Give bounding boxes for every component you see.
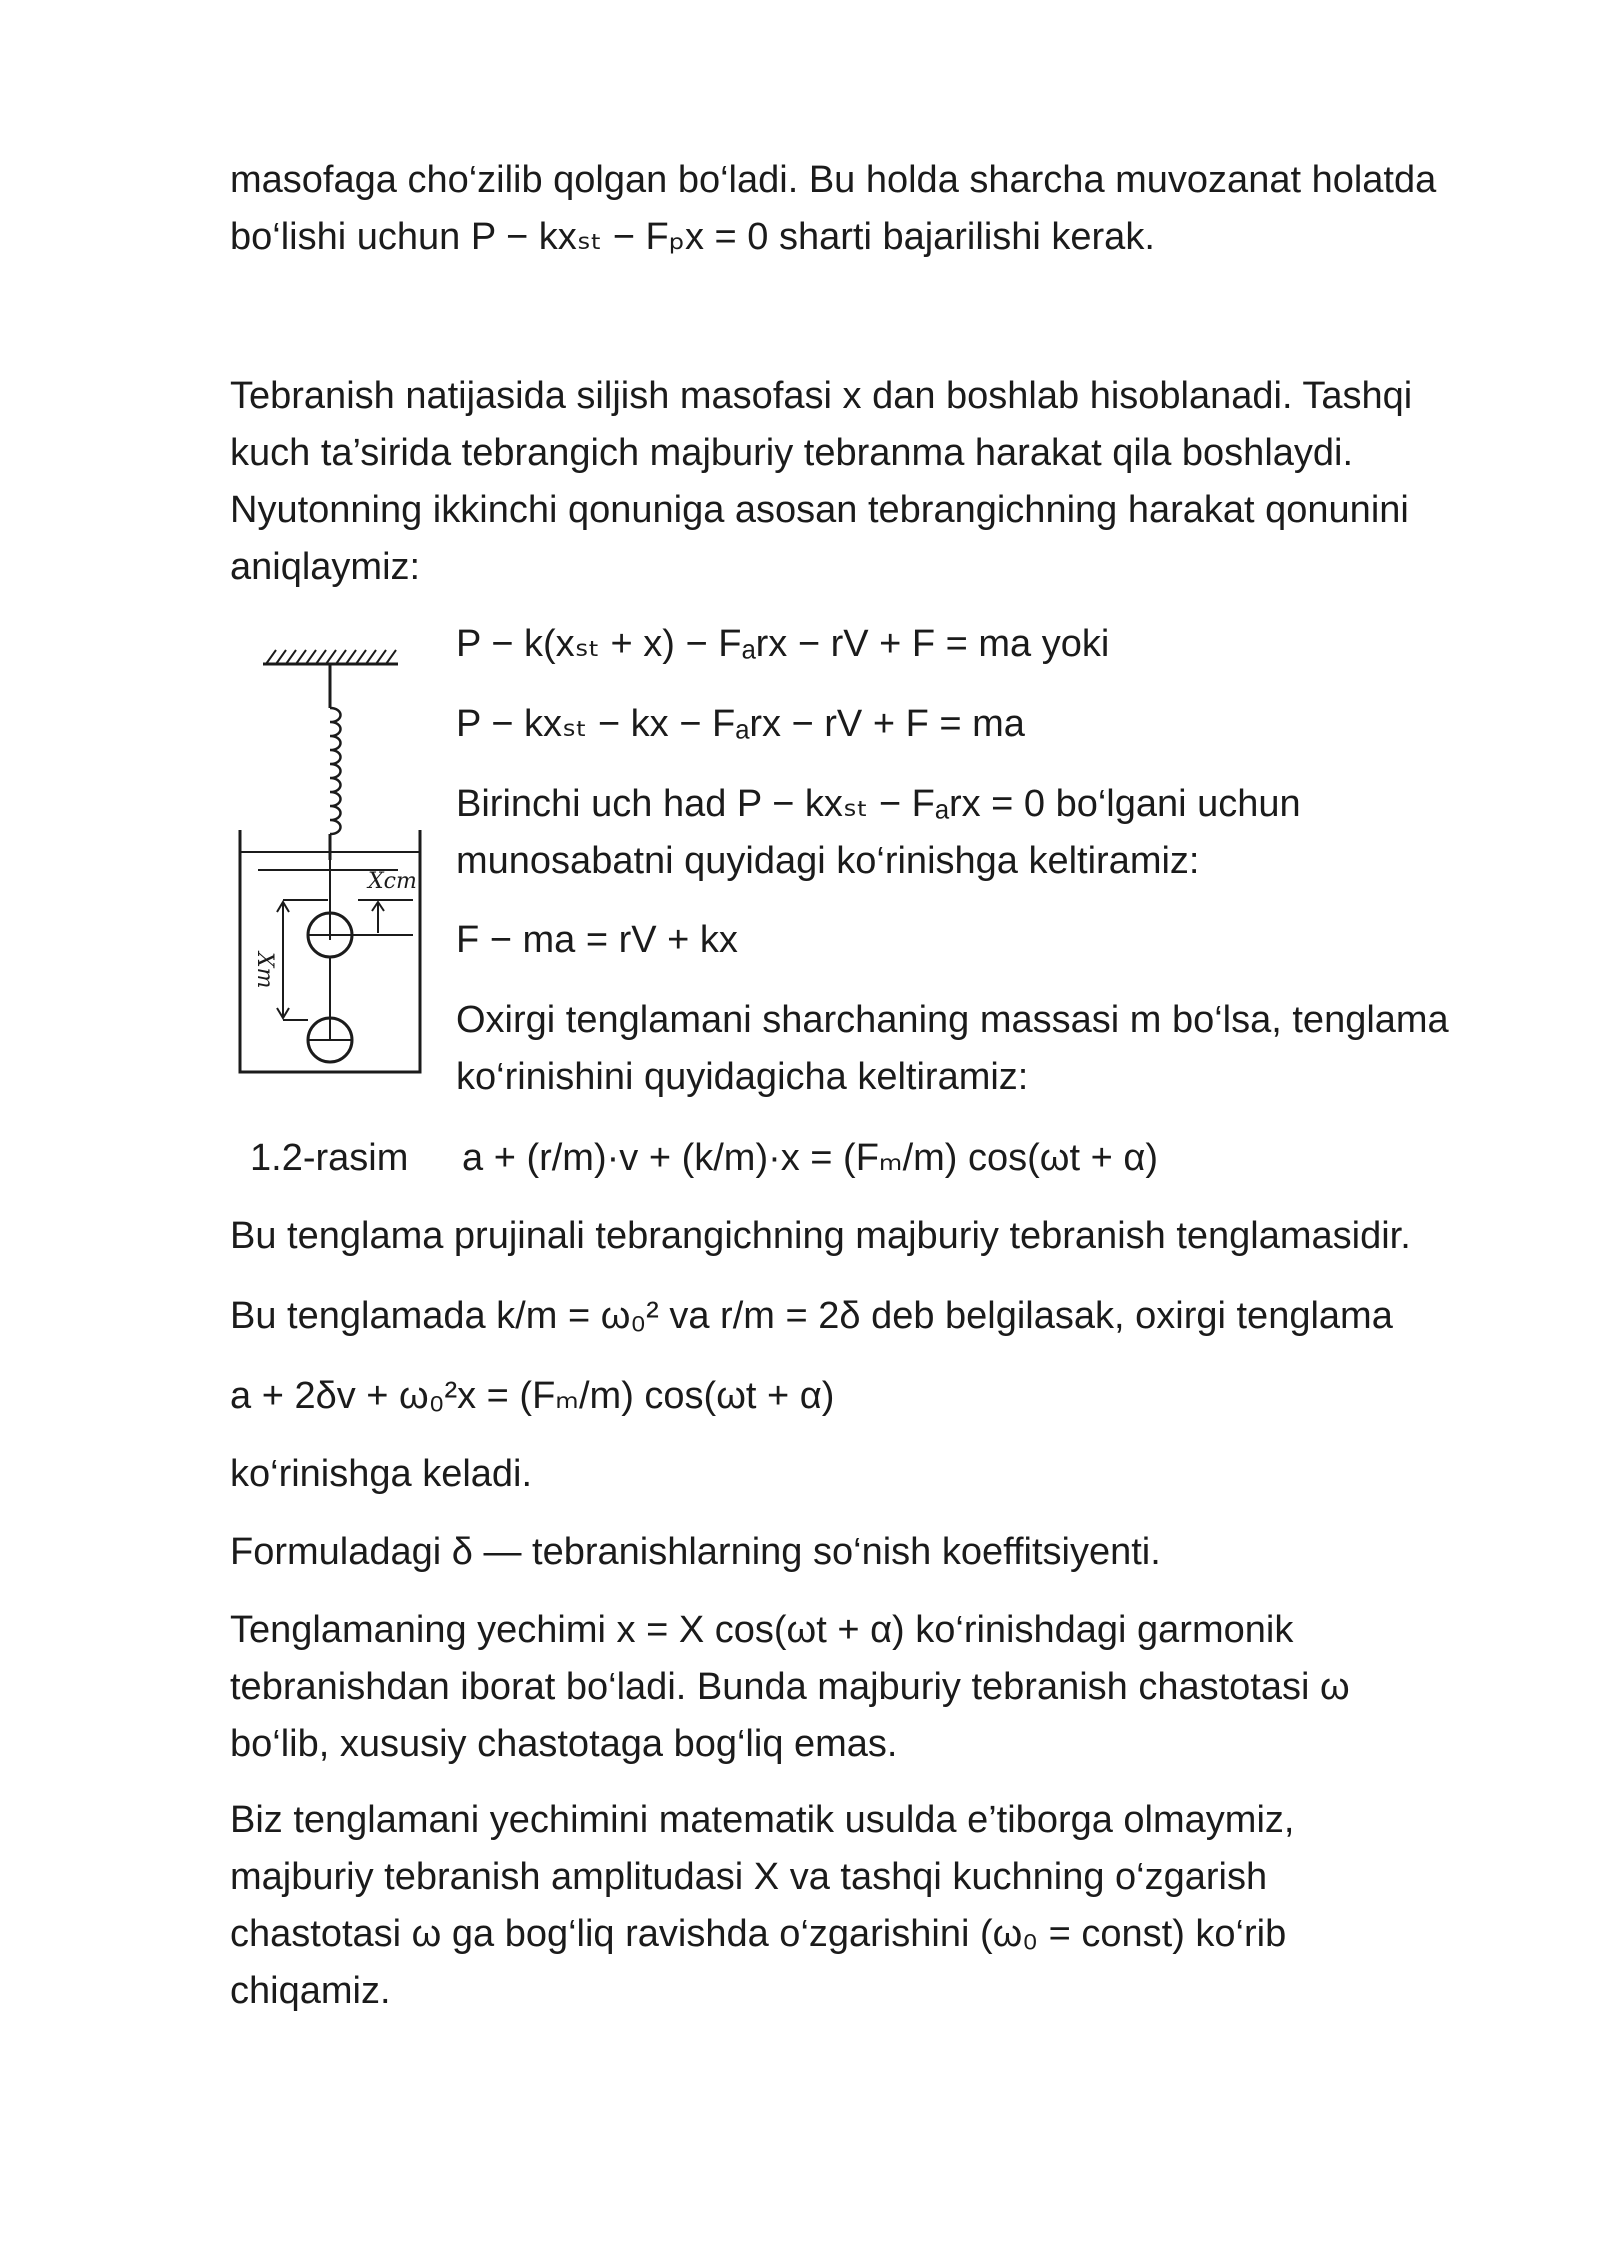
paragraph-first-three-terms xyxy=(456,776,1301,890)
paragraph-amplitude xyxy=(230,1792,1490,2020)
equation-motion-2: P − kxₛₜ − kx − Fₐrx − rV + F = ma xyxy=(456,703,1025,745)
equation-motion-1: P − k(xₛₜ + x) − Fₐrx − rV + F = ma yoki xyxy=(456,623,1110,665)
text-line: Birinchi uch had P − kxₛₜ − Fₐrx = 0 bo‘lgani uchun xyxy=(456,783,1301,825)
paragraph-newton-law xyxy=(230,368,1490,596)
label-xm: Xm xyxy=(252,952,277,989)
text-line: chastotasi ω ga bog‘liq ravishda o‘zgarishini (ω₀ = const) ko‘rib xyxy=(230,1913,1287,1955)
spring-pendulum-figure xyxy=(228,640,428,1080)
spring-coil xyxy=(330,708,341,834)
figure-caption: 1.2-rasim xyxy=(250,1137,409,1179)
text-line: Oxirgi tenglamani sharchaning massasi m bo‘lsa, tenglama xyxy=(456,999,1449,1041)
text-line: aniqlaymiz: xyxy=(230,546,421,588)
text-line: ko‘rinishini quyidagicha keltiramiz: xyxy=(456,1056,1029,1098)
text-line: masofaga cho‘zilib qolgan bo‘ladi. Bu holda sharcha muvozanat holatda xyxy=(230,159,1437,201)
text-line: majburiy tebranish amplitudasi X va tashqi kuchning o‘zgarish xyxy=(230,1856,1268,1898)
text-line: munosabatni quyidagi ko‘rinishga keltiramiz: xyxy=(456,840,1200,882)
text-line: kuch ta’sirida tebrangich majburiy tebranma harakat qila boshlaydi. xyxy=(230,432,1354,474)
text-line: Biz tenglamani yechimini matematik usulda e’tiborga olmaymiz, xyxy=(230,1799,1295,1841)
paragraph-substitution: Bu tenglamada k/m = ω₀² va r/m = 2δ deb belgilasak, oxirgi tenglama xyxy=(230,1295,1393,1337)
text-line: Tenglamaning yechimi x = X cos(ωt + α) ko‘rinishdagi garmonik xyxy=(230,1609,1294,1651)
ceiling-hatching xyxy=(266,650,396,664)
paragraph-damping-coefficient: Formuladagi δ — tebranishlarning so‘nish koeffitsiyenti. xyxy=(230,1531,1161,1573)
text-line: chiqamiz. xyxy=(230,1970,391,2012)
equation-simplified: a + 2δv + ω₀²x = (Fₘ/m) cos(ωt + α) xyxy=(230,1375,835,1417)
text-line: Tebranish natijasida siljish masofasi x dan boshlab hisoblanadi. Tashqi xyxy=(230,375,1413,417)
paragraph-equation-description: Bu tenglama prujinali tebrangichning majburiy tebranish tenglamasidir. xyxy=(230,1215,1411,1257)
equation-forced-oscillation: a + (r/m)·v + (k/m)·x = (Fₘ/m) cos(ωt + α) xyxy=(462,1137,1158,1179)
text-line: Nyutonning ikkinchi qonuniga asosan tebrangichning harakat qonunini xyxy=(230,489,1409,531)
text-line: bo‘lishi uchun P − kxₛₜ − Fₚx = 0 sharti bajarilishi kerak. xyxy=(230,216,1155,258)
paragraph-solution xyxy=(230,1602,1490,1773)
label-xcm: Xcm xyxy=(368,869,417,894)
text-line: bo‘lib, xususiy chastotaga bog‘liq emas. xyxy=(230,1723,898,1765)
paragraph-mass-substitution xyxy=(456,992,1449,1106)
paragraph-equilibrium xyxy=(230,152,1490,266)
text-line: tebranishdan iborat bo‘ladi. Bunda majburiy tebranish chastotasi ω xyxy=(230,1666,1350,1708)
equation-motion-3: F − ma = rV + kx xyxy=(456,919,738,961)
paragraph-form: ko‘rinishga keladi. xyxy=(230,1453,533,1495)
